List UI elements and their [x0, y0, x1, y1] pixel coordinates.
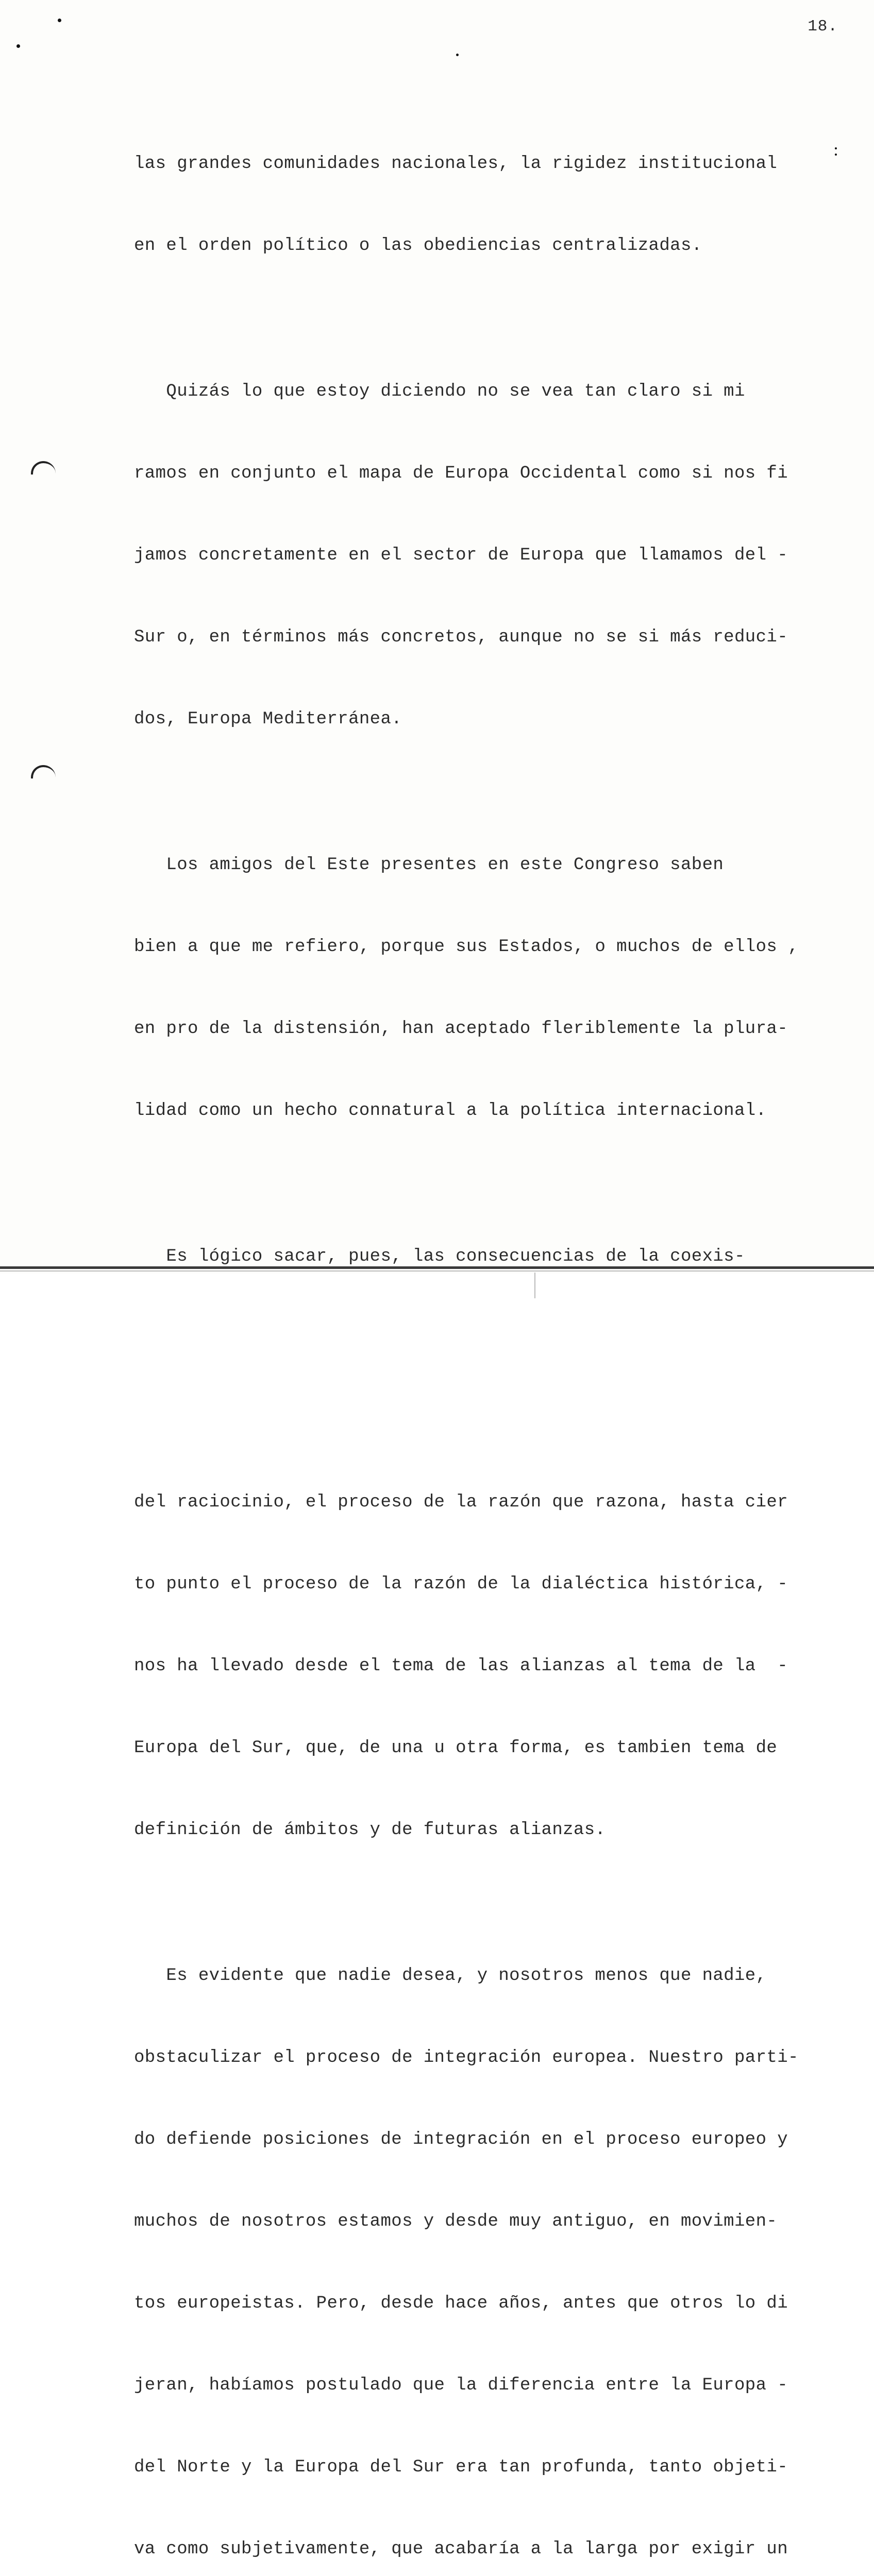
text-line: ramos en conjunto el mapa de Europa Occidental como si nos fi [134, 464, 788, 483]
page-bottom-edge [0, 1266, 874, 1269]
text-line: jeran, habíamos postulado que la diferencia entre la Europa - [134, 2376, 788, 2395]
punch-hole-mark-upper [31, 461, 56, 474]
text-line: jamos concretamente en el sector de Europa que llamamos del - [134, 546, 788, 565]
text-line: lidad como un hecho connatural a la política internacional. [134, 1101, 767, 1121]
punch-hole-mark-lower [31, 765, 56, 778]
text-line: obstaculizar el proceso de integración europea. Nuestro parti- [134, 2048, 799, 2067]
page-number: 18. [808, 18, 838, 36]
text-line: en pro de la distensión, han aceptado fleriblemente la plura- [134, 1019, 788, 1039]
text-line: en el orden político o las obediencias centralizadas. [134, 236, 702, 256]
text-line: Los amigos del Este presentes en este Congreso saben [134, 855, 724, 875]
text-line: muchos de nosotros estamos y desde muy antiguo, en movimien- [134, 2212, 778, 2231]
paragraph-2 [134, 324, 810, 788]
scan-tick-mark [534, 1273, 535, 1298]
text-line: del Norte y la Europa del Sur era tan profunda, tanto objeti- [134, 2458, 788, 2477]
text-line: Es lógico sacar, pues, las consecuencias de la coexis- [134, 1247, 745, 1266]
text-line: las grandes comunidades nacionales, la rigidez institucional [134, 154, 778, 174]
text-line: del raciocinio, el proceso de la razón que razona, hasta cier [134, 1493, 788, 1512]
paragraph-5 [134, 1908, 810, 2576]
text-line: definición de ámbitos y de futuras alianzas. [134, 1820, 606, 1840]
paragraph-1 [134, 96, 810, 314]
text-line: tos europeistas. Pero, desde hace años, antes que otros lo di [134, 2294, 788, 2313]
text-line: nos ha llevado desde el tema de las alianzas al tema de la - [134, 1656, 788, 1676]
text-line: dos, Europa Mediterránea. [134, 709, 402, 729]
text-line: Europa del Sur, que, de una u otra forma, es tambien tema de [134, 1738, 778, 1758]
text-line: Es evidente que nadie desea, y nosotros menos que nadie, [134, 1966, 767, 1986]
scan-speck [456, 54, 459, 56]
text-line: to punto el proceso de la razón de la dialéctica histórica, - [134, 1574, 788, 1594]
text-line: Quizás lo que estoy diciendo no se vea tan claro si mi [134, 382, 745, 401]
paragraph-3 [134, 797, 810, 1179]
text-line: do defiende posiciones de integración en el proceso europeo y [134, 2130, 788, 2149]
text-line: Sur o, en términos más concretos, aunque no se si más reduci- [134, 628, 788, 647]
scan-speck [16, 44, 20, 48]
scan-speck [58, 19, 61, 22]
blank-margin-area [0, 1274, 874, 1443]
scan-speck [835, 154, 837, 156]
page-bottom-shadow [0, 1270, 874, 1272]
text-line: va como subjetivamente, que acabaría a la larga por exigir un [134, 2539, 788, 2559]
text-line: bien a que me refiero, porque sus Estados, o muchos de ellos , [134, 937, 799, 957]
scan-speck [835, 147, 837, 149]
